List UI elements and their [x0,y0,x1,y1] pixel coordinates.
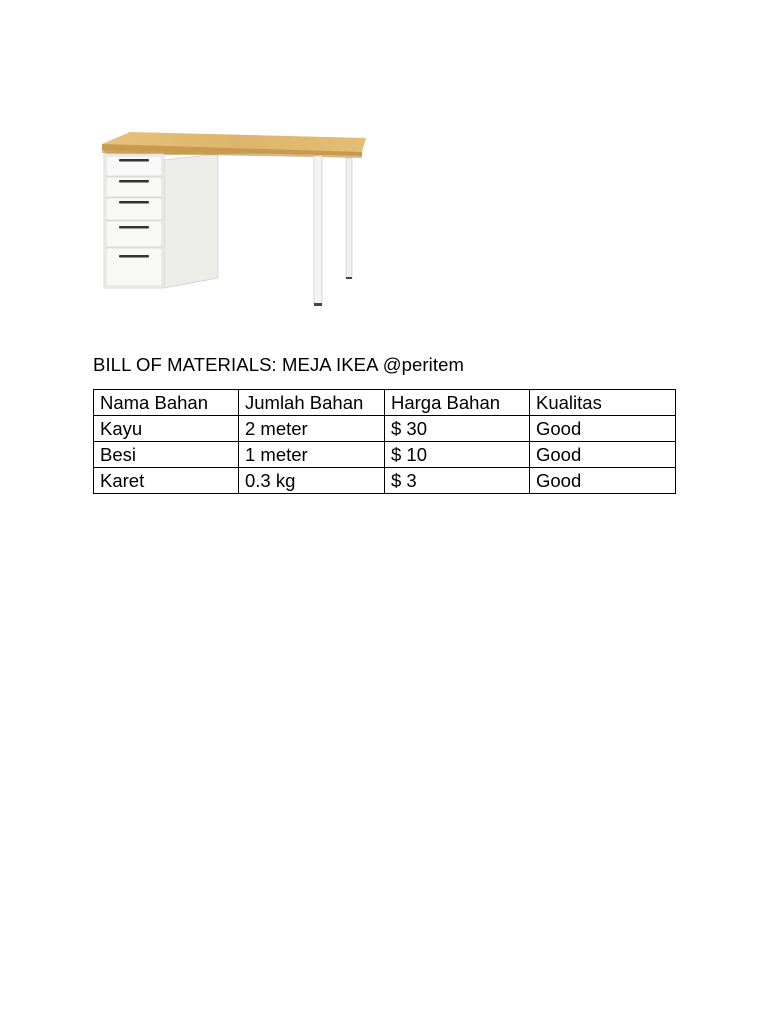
table-header-row [94,390,676,416]
cell-jumlah-bahan: 1 meter [239,442,385,468]
cell-jumlah-bahan: 0.3 kg [239,468,385,494]
desk-image [92,92,372,322]
cell-nama-bahan: Karet [94,468,239,494]
table-row [94,468,676,494]
table-row [94,416,676,442]
column-header-jumlah-bahan: Jumlah Bahan [239,390,385,416]
cell-kualitas: Good [530,442,676,468]
cell-nama-bahan: Kayu [94,416,239,442]
cell-nama-bahan: Besi [94,442,239,468]
bill-of-materials-table [93,389,676,494]
document-title: BILL OF MATERIALS: MEJA IKEA @peritem [93,354,465,375]
table-row [94,442,676,468]
cell-kualitas: Good [530,416,676,442]
cell-harga-bahan: $ 3 [385,468,530,494]
desk-with-drawers-icon [92,92,372,322]
cell-harga-bahan: $ 30 [385,416,530,442]
cell-jumlah-bahan: 2 meter [239,416,385,442]
column-header-nama-bahan: Nama Bahan [94,390,239,416]
cell-harga-bahan: $ 10 [385,442,530,468]
cell-kualitas: Good [530,468,676,494]
column-header-harga-bahan: Harga Bahan [385,390,530,416]
column-header-kualitas: Kualitas [530,390,676,416]
